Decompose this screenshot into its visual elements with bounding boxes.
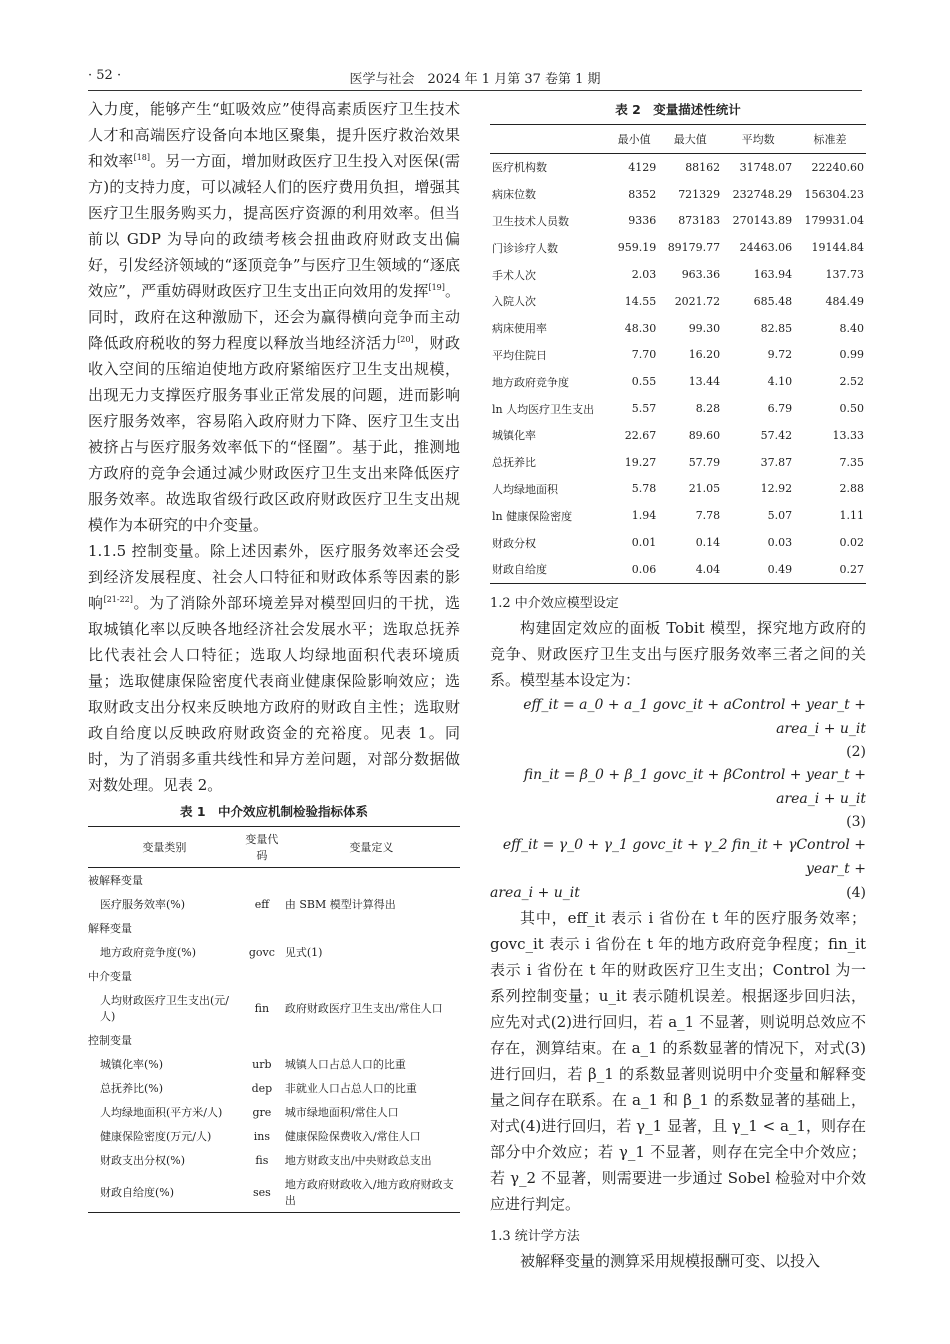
t2-cell: 8.28	[695, 402, 721, 416]
t2-var-name: 手术人次	[492, 268, 536, 282]
t2-cell: 22240.60	[811, 160, 864, 174]
paragraph-1: 入力度，能够产生“虹吸效应”使得高素质医疗卫生技术人才和高端医疗设备向本地区聚集，提升医疗救治效果和效率[18]。另一方面，增加财政医疗卫生投入对医保(需方)的支持力度，可以减轻人们的医疗费用负担，增强其医疗卫生服务购买力，提高医疗资源的利用效率。但当前以 GDP 为导向的政绩考核会扭曲政府财政支出偏好，引发经济领域的“逐顶竞争”与医疗卫生领域的“逐底效应”，严重妨碍财政医疗卫生支出正向效用的发挥[19]。同时，政府在这种激励下，还会为赢得横向竞争而主动降低政府税收的努力程度以释放当地经济活力[20]，财政收入空间的压缩迫使地方政府紧缩医疗卫生支出规模，出现无力支撑医疗服务事业正常发展的问题，进而影响医疗服务效率，容易陷入政府财力下降、医疗卫生支出被挤占与医疗服务效率低下的“怪圈”。基于此，推测地方政府的竞争会通过减少财政医疗卫生支出来降低医疗服务效率。故选取省级行政区政府财政医疗卫生支出规模作为本研究的中介变量。	[88, 100, 460, 534]
t1-row	[88, 988, 460, 1028]
t2-cell: 270143.89	[732, 214, 793, 228]
t1-row	[88, 1028, 460, 1052]
t2-var-name: 城镇化率	[492, 429, 536, 443]
t2-var-name: 平均住院日	[492, 348, 547, 362]
t2-cell: 24463.06	[739, 241, 793, 255]
t1-category: 解释变量	[88, 922, 132, 935]
t1-var-name: 总抚养比(%)	[100, 1082, 164, 1095]
t2-row	[490, 395, 866, 422]
t2-row	[490, 181, 866, 208]
section-1-2-heading: 1.2 中介效应模型设定	[490, 595, 619, 611]
t2-cell: 82.85	[760, 321, 793, 335]
t2-cell: 7.78	[695, 509, 721, 523]
t1-row	[88, 1148, 460, 1172]
t2-cell: 0.06	[610, 556, 658, 583]
t2-cell: 2.52	[839, 375, 864, 389]
t1-row	[88, 940, 460, 964]
t1-row	[88, 868, 460, 893]
equation-4-cont: area_i + u_it	[490, 884, 580, 901]
t1-var-def: 见式(1)	[284, 946, 323, 959]
t2-row	[490, 315, 866, 342]
t2-var-name: 地方政府竞争度	[492, 375, 569, 389]
t2-header	[490, 125, 610, 154]
t2-cell: 963.36	[681, 268, 721, 282]
t2-row	[490, 368, 866, 395]
t1-var-def: 地方财政支出/中央财政总支出	[284, 1154, 432, 1167]
t2-cell: 88162	[685, 160, 721, 174]
t1-var-code: gre	[252, 1105, 272, 1119]
t1-row	[88, 916, 460, 940]
t1-var-code: ses	[241, 1172, 283, 1213]
t1-var-name: 财政自给度(%)	[88, 1172, 241, 1213]
t2-row	[490, 234, 866, 261]
left-column	[88, 96, 460, 1326]
t1-row	[88, 1172, 460, 1213]
t2-cell: 156304.23	[804, 187, 864, 201]
t2-var-name: 入院人次	[492, 295, 536, 309]
t2-cell: 9.72	[767, 348, 793, 362]
t2-cell: 9336	[628, 214, 657, 228]
t1-var-def: 政府财政医疗卫生支出/常住人口	[284, 1002, 443, 1015]
t1-var-name: 医疗服务效率(%)	[100, 898, 186, 911]
t1-var-name: 财政支出分权(%)	[100, 1154, 186, 1167]
t2-var-name: 总抚养比	[492, 456, 536, 470]
t1-row	[88, 892, 460, 916]
t2-header: 最大值	[658, 125, 722, 154]
t2-cell: 8.40	[839, 321, 864, 335]
t2-cell: 12.92	[760, 482, 793, 496]
t2-cell: 99.30	[688, 321, 721, 335]
paragraph-control-variables: 1.1.5 控制变量。除上述因素外，医疗服务效率还会受到经济发展程度、社会人口特征和财政体系等因素的影响[21-22]。为了消除外部环境差异对模型回归的干扰，选取城镇化率以反映各地经济社会发展水平；选取总抚养比代表社会人口特征；选取人均绿地面积代表环境质量；选取健康保险密度代表商业健康保险影响效应；选取财政支出分权来反映地方政府的财政自主性；选取财政自给度以反映政府财政资金的充裕度。见表 1。同时，为了消弱多重共线性和异方差问题，对部分数据做对数处理。见表 2。	[88, 542, 460, 794]
t2-cell: 48.30	[624, 321, 657, 335]
t1-var-def: 非就业人口占总人口的比重	[284, 1082, 417, 1095]
t2-cell: 232748.29	[732, 187, 793, 201]
t1-row	[88, 1124, 460, 1148]
t2-header: 标准差	[794, 125, 866, 154]
t1-row	[88, 1076, 460, 1100]
t2-cell: 37.87	[760, 455, 793, 469]
t1-header: 变量代码	[241, 827, 283, 868]
running-header	[88, 66, 862, 91]
t1-category: 中介变量	[88, 970, 132, 983]
t1-var-name: 人均财政医疗卫生支出(元/人)	[100, 994, 229, 1023]
paragraph-explanation: 其中，eff_it 表示 i 省份在 t 年的医疗服务效率；govc_it 表示 i 省份在 t 年的地方政府竞争程度；fin_it 表示 i 省份在 t 年的财政医疗卫生支出；Control 为一系列控制变量；u_it 表示随机误差。根据逐步回归法，应先对式(2)进行回归，若 a_1 不显著，则说明总效应不存在，测算结束。在 a_1 的系数显著的情况下，对式(3)进行回归，若 β_1 的系数显著则说明中介变量和解释变量之间存在联系。在 a_1 和 β_1 的系数显著的基础上，对式(4)进行回归，若 γ_1 显著，且 γ_1 < a_1，则存在部分中介效应；若 γ_1 不显著，则存在完全中介效应；若 γ_2 不显著，则需要进一步通过 Sobel 检验对中介效应进行判定。	[490, 908, 866, 1213]
t2-cell: 5.07	[767, 509, 793, 523]
equation-3: fin_it = β_0 + β_1 govc_it + βControl + year_t + area_i + u_it	[523, 766, 866, 807]
t2-row	[490, 449, 866, 476]
t1-var-def: 健康保险保费收入/常住人口	[284, 1130, 421, 1143]
t2-cell: 0.14	[695, 536, 721, 550]
t2-cell: 484.49	[825, 294, 864, 308]
t2-cell: 57.42	[760, 428, 793, 442]
t1-category: 控制变量	[88, 1034, 132, 1047]
t2-cell: 0.01	[631, 536, 657, 550]
equation-2-number: (2)	[846, 743, 866, 760]
page-number: · 52 ·	[88, 68, 122, 83]
t2-var-name: 卫生技术人员数	[492, 214, 569, 228]
t2-var-name: ln 人均医疗卫生支出	[492, 402, 595, 416]
t1-var-def: 地方政府财政收入/地方政府财政支出	[283, 1172, 460, 1213]
t2-row	[490, 422, 866, 449]
t2-var-name: 门诊诊疗人数	[492, 241, 558, 255]
t2-cell: 5.57	[631, 402, 657, 416]
t2-cell: 16.20	[688, 348, 721, 362]
t1-var-def: 城镇人口占总人口的比重	[284, 1058, 406, 1071]
t2-cell: 4.04	[658, 556, 722, 583]
t1-var-name: 健康保险密度(万元/人)	[100, 1130, 212, 1143]
t2-cell: 0.27	[794, 556, 866, 583]
t2-cell: 2.88	[839, 482, 864, 496]
paragraph-statistics: 被解释变量的测算采用规模报酬可变、以投入	[520, 1251, 821, 1270]
equation-3-number: (3)	[846, 813, 866, 830]
t2-cell: 22.67	[624, 428, 657, 442]
t2-cell: 0.49	[722, 556, 794, 583]
t1-category: 被解释变量	[88, 874, 143, 887]
t2-cell: 1.11	[839, 509, 864, 523]
t2-cell: 14.55	[624, 294, 657, 308]
t2-row	[490, 502, 866, 529]
t1-var-code: fin	[254, 1001, 270, 1015]
journal-info: 医学与社会 2024 年 1 月第 37 卷第 1 期	[349, 72, 601, 87]
t2-cell: 0.02	[839, 536, 864, 550]
t2-var-name: 财政分权	[492, 536, 536, 550]
t2-cell: 873183	[678, 214, 721, 228]
t1-var-def: 由 SBM 模型计算得出	[284, 898, 396, 911]
t1-var-code: eff	[254, 897, 270, 911]
t2-cell: 57.79	[688, 455, 721, 469]
t2-cell: 0.50	[839, 402, 864, 416]
t1-var-def: 城市绿地面积/常住人口	[284, 1106, 399, 1119]
t2-cell: 13.44	[688, 375, 721, 389]
t2-cell: 2.03	[631, 268, 657, 282]
t2-var-name: 病床位数	[492, 188, 536, 202]
t1-var-code: urb	[252, 1057, 272, 1071]
t1-row	[88, 1052, 460, 1076]
t2-cell: 31748.07	[739, 160, 793, 174]
t2-cell: 4.10	[767, 375, 793, 389]
t1-var-code: ins	[253, 1129, 270, 1143]
t2-row	[490, 261, 866, 288]
paragraph-model: 构建固定效应的面板 Tobit 模型，探究地方政府的竞争、财政医疗卫生支出与医疗服务效率三者之间的关系。模型基本设定为：	[490, 618, 866, 689]
t2-row	[490, 529, 866, 556]
t2-row	[490, 476, 866, 503]
t2-cell: 0.03	[767, 536, 793, 550]
t2-cell: 6.79	[767, 402, 793, 416]
t1-header: 变量类别	[88, 827, 241, 868]
t2-row	[490, 342, 866, 369]
table2	[490, 124, 866, 584]
t2-cell: 7.70	[631, 348, 657, 362]
t2-cell: 5.78	[631, 482, 657, 496]
t2-header: 最小值	[610, 125, 658, 154]
t1-var-code: fis	[255, 1153, 269, 1167]
t1-var-code: govc	[248, 945, 275, 959]
t2-cell: 13.33	[832, 428, 864, 442]
equation-2: eff_it = a_0 + a_1 govc_it + aControl + year_t + area_i + u_it	[523, 696, 866, 737]
equation-4: eff_it = γ_0 + γ_1 govc_it + γ_2 fin_it + γControl + year_t +	[502, 836, 866, 877]
t2-cell: 8352	[628, 187, 657, 201]
t1-var-name: 城镇化率(%)	[100, 1058, 164, 1071]
t2-cell: 89.60	[688, 428, 721, 442]
t2-var-name: 人均绿地面积	[492, 482, 558, 496]
t2-row	[490, 154, 866, 181]
t2-var-name: ln 健康保险密度	[492, 509, 573, 523]
t2-cell: 163.94	[753, 268, 793, 282]
t2-row	[490, 556, 866, 583]
t1-var-name: 地方政府竞争度(%)	[100, 946, 197, 959]
t2-cell: 0.55	[631, 375, 657, 389]
t2-cell: 179931.04	[804, 214, 864, 228]
right-column	[490, 96, 866, 1326]
table1-caption: 表 1 中介效应机制检验指标体系	[179, 804, 369, 819]
table1	[88, 826, 460, 1213]
t2-row	[490, 288, 866, 315]
t2-cell: 21.05	[688, 482, 721, 496]
t2-var-name: 财政自给度	[490, 556, 610, 583]
t2-cell: 685.48	[753, 294, 793, 308]
t1-row	[88, 964, 460, 988]
t2-var-name: 医疗机构数	[492, 161, 547, 175]
t2-cell: 721329	[678, 187, 721, 201]
t1-row	[88, 1100, 460, 1124]
equation-4-number: (4)	[846, 884, 866, 901]
t2-cell: 19144.84	[811, 241, 864, 255]
t2-header: 平均数	[722, 125, 794, 154]
t2-row	[490, 208, 866, 235]
t2-cell: 959.19	[617, 241, 657, 255]
t2-cell: 2021.72	[674, 294, 721, 308]
t2-cell: 19.27	[624, 455, 657, 469]
t1-var-name: 人均绿地面积(平方米/人)	[100, 1106, 223, 1119]
t2-cell: 4129	[628, 160, 657, 174]
t1-var-code: dep	[251, 1081, 273, 1095]
t2-var-name: 病床使用率	[492, 322, 547, 336]
section-1-3-heading: 1.3 统计学方法	[490, 1228, 580, 1244]
table2-caption: 表 2 变量描述性统计	[615, 102, 741, 117]
t2-cell: 1.94	[631, 509, 657, 523]
t2-cell: 137.73	[825, 268, 864, 282]
t2-cell: 89179.77	[667, 241, 721, 255]
t1-header: 变量定义	[283, 827, 460, 868]
t2-cell: 7.35	[839, 455, 864, 469]
t2-cell: 0.99	[839, 348, 864, 362]
